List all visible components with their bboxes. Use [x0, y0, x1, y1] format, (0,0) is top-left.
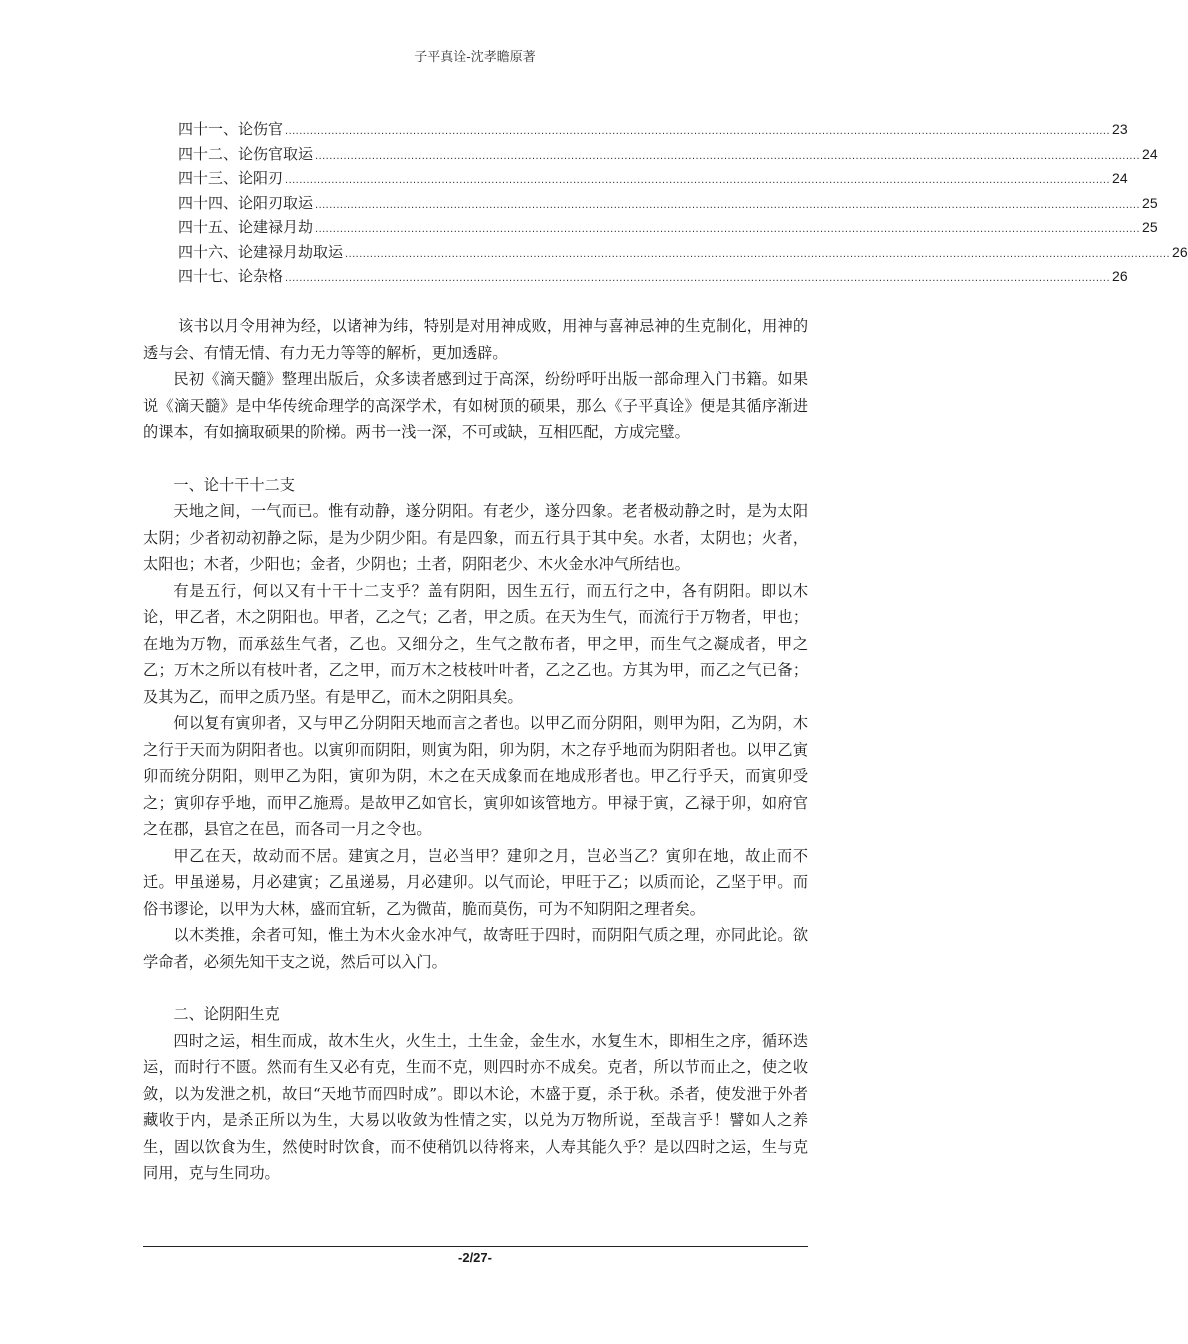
- toc-leader-dots: ........................................................................................................................................................................................................................................: [285, 272, 1111, 284]
- toc-entry-label: 四十一、论伤官: [178, 120, 284, 138]
- intro-paragraph: 该书以月令用神为经，以诸神为纬，特别是对用神成败，用神与喜神忌神的生克制化，用神的透与会、有情无情、有力无力等等的解析，更加透辟。: [143, 317, 808, 362]
- section-paragraph: 天地之间，一气而已。惟有动静，遂分阴阳。有老少，遂分四象。老者极动静之时，是为太阳太阴；少者初动初静之际，是为少阴少阳。有是四象，而五行具于其中矣。水者，太阴也；火者，太阳也；木者，少阳也；金者，少阴也；土者，阴阳老少、木火金水冲气所结也。: [143, 502, 808, 573]
- spacer: [143, 446, 808, 472]
- toc-leader-dots: ........................................................................................................................................................................................................................................: [345, 247, 1171, 260]
- toc-entry-page: 25: [1142, 219, 1158, 235]
- toc-entry[interactable]: [178, 143, 1158, 168]
- toc-entry[interactable]: [178, 216, 1158, 241]
- running-header: 子平真诠-沈孝瞻原著: [414, 50, 536, 65]
- toc-entry-page: 23: [1112, 121, 1128, 137]
- toc-entry[interactable]: [178, 241, 1188, 266]
- toc-leader-dots: ........................................................................................................................................................................................................................................: [285, 125, 1111, 137]
- toc-entry[interactable]: [178, 192, 1158, 217]
- section-paragraph: 有是五行，何以又有十干十二支乎？盖有阴阳，因生五行，而五行之中，各有阴阳。即以木论，甲乙者，木之阴阳也。甲者，乙之气；乙者，甲之质。在天为生气，而流行于万物者，甲也；在地为万物，而承兹生气者，乙也。又细分之，生气之散布者，甲之甲，而生气之凝成者，甲之乙；万木之所以有枝叶者，乙之甲，而万木之枝枝叶叶者，乙之乙也。方其为甲，而乙之气已备；及其为乙，而甲之质乃坚。有是甲乙，而木之阴阳具矣。: [143, 581, 808, 706]
- toc-entry-page: 24: [1112, 170, 1128, 186]
- toc-entry-page: 24: [1142, 145, 1158, 162]
- section-heading: 一、论十干十二支: [173, 475, 295, 494]
- table-of-contents: [178, 118, 1188, 290]
- section-paragraph: 甲乙在天，故动而不居。建寅之月，岂必当甲？建卯之月，岂必当乙？寅卯在地，故止而不迁。甲虽递易，月必建寅；乙虽递易，月必建卯。以气而论，甲旺于乙；以质而论，乙坚于甲。而俗书谬论，以甲为大林，盛而宜斩，乙为微苗，脆而莫伤，可为不知阴阳之理者矣。: [143, 846, 808, 918]
- toc-entry[interactable]: [178, 167, 1128, 192]
- toc-entry[interactable]: [178, 118, 1128, 143]
- toc-entry-label: 四十六、论建禄月劫取运: [178, 242, 344, 261]
- toc-entry-label: 四十三、论阳刃: [178, 169, 284, 187]
- toc-entry-page: 25: [1142, 194, 1158, 211]
- toc-leader-dots: ........................................................................................................................................................................................................................................: [285, 174, 1111, 186]
- toc-entry-page: 26: [1112, 268, 1128, 284]
- toc-leader-dots: ........................................................................................................................................................................................................................................: [315, 198, 1141, 211]
- toc-entry-label: 四十四、论阳刃取运: [178, 193, 314, 212]
- section-paragraph: 以木类推，余者可知，惟土为木火金水冲气，故寄旺于四时，而阴阳气质之理，亦同此论。欲学命者，必须先知干支之说，然后可以入门。: [143, 926, 808, 971]
- toc-entry-label: 四十二、论伤官取运: [178, 144, 314, 163]
- toc-entry-label: 四十七、论杂格: [178, 267, 284, 285]
- toc-entry-label: 四十五、论建禄月劫: [178, 218, 314, 236]
- section-paragraph: 四时之运，相生而成，故木生火，火生土，土生金，金生水，水复生木，即相生之序，循环迭运，而时行不匮。然而有生又必有克，生而不克，则四时亦不成矣。克者，所以节而止之，使之收敛，以为发泄之机，故曰“天地节而四时成”。即以木论，木盛于夏，杀于秋。杀者，使发泄于外者藏收于内，是杀正所以为生，大易以收敛为性情之实，以兑为万物所说，至哉言乎！譬如人之养生，固以饮食为生，然使时时饮食，而不使稍饥以待将来，人寿其能久乎？是以四时之运，生与克同用，克与生同功。: [143, 1031, 808, 1182]
- spacer: [143, 975, 808, 1001]
- toc-leader-dots: ........................................................................................................................................................................................................................................: [315, 149, 1141, 162]
- body-text: [143, 313, 808, 1187]
- section-paragraph: 何以复有寅卯者，又与甲乙分阴阳天地而言之者也。以甲乙而分阴阳，则甲为阳，乙为阴，木之行于天而为阴阳者也。以寅卯而阴阳，则寅为阳，卯为阴，木之存乎地而为阴阳者也。以甲乙寅卯而统分阴阳，则甲乙为阳，寅卯为阴，木之在天成象而在地成形者也。甲乙行乎天，而寅卯受之；寅卯存乎地，而甲乙施焉。是故甲乙如官长，寅卯如该管地方。甲禄于寅，乙禄于卯，如府官之在郡，县官之在邑，而各司一月之令也。: [143, 714, 808, 838]
- footer-divider: [143, 1246, 808, 1247]
- section-heading: 二、论阴阳生克: [173, 1005, 280, 1023]
- intro-paragraph: 民初《滴天髓》整理出版后，众多读者感到过于高深，纷纷呼吁出版一部命理入门书籍。如果说《滴天髓》是中华传统命理学的高深学术，有如树顶的硕果，那么《子平真诠》便是其循序渐进的课本，有如摘取硕果的阶梯。两书一浅一深，不可或缺，互相匹配，方成完璧。: [143, 370, 808, 441]
- toc-entry-page: 26: [1172, 243, 1188, 260]
- toc-leader-dots: ........................................................................................................................................................................................................................................: [315, 223, 1141, 235]
- page-number: -2/27-: [458, 1250, 492, 1265]
- toc-entry[interactable]: [178, 265, 1128, 290]
